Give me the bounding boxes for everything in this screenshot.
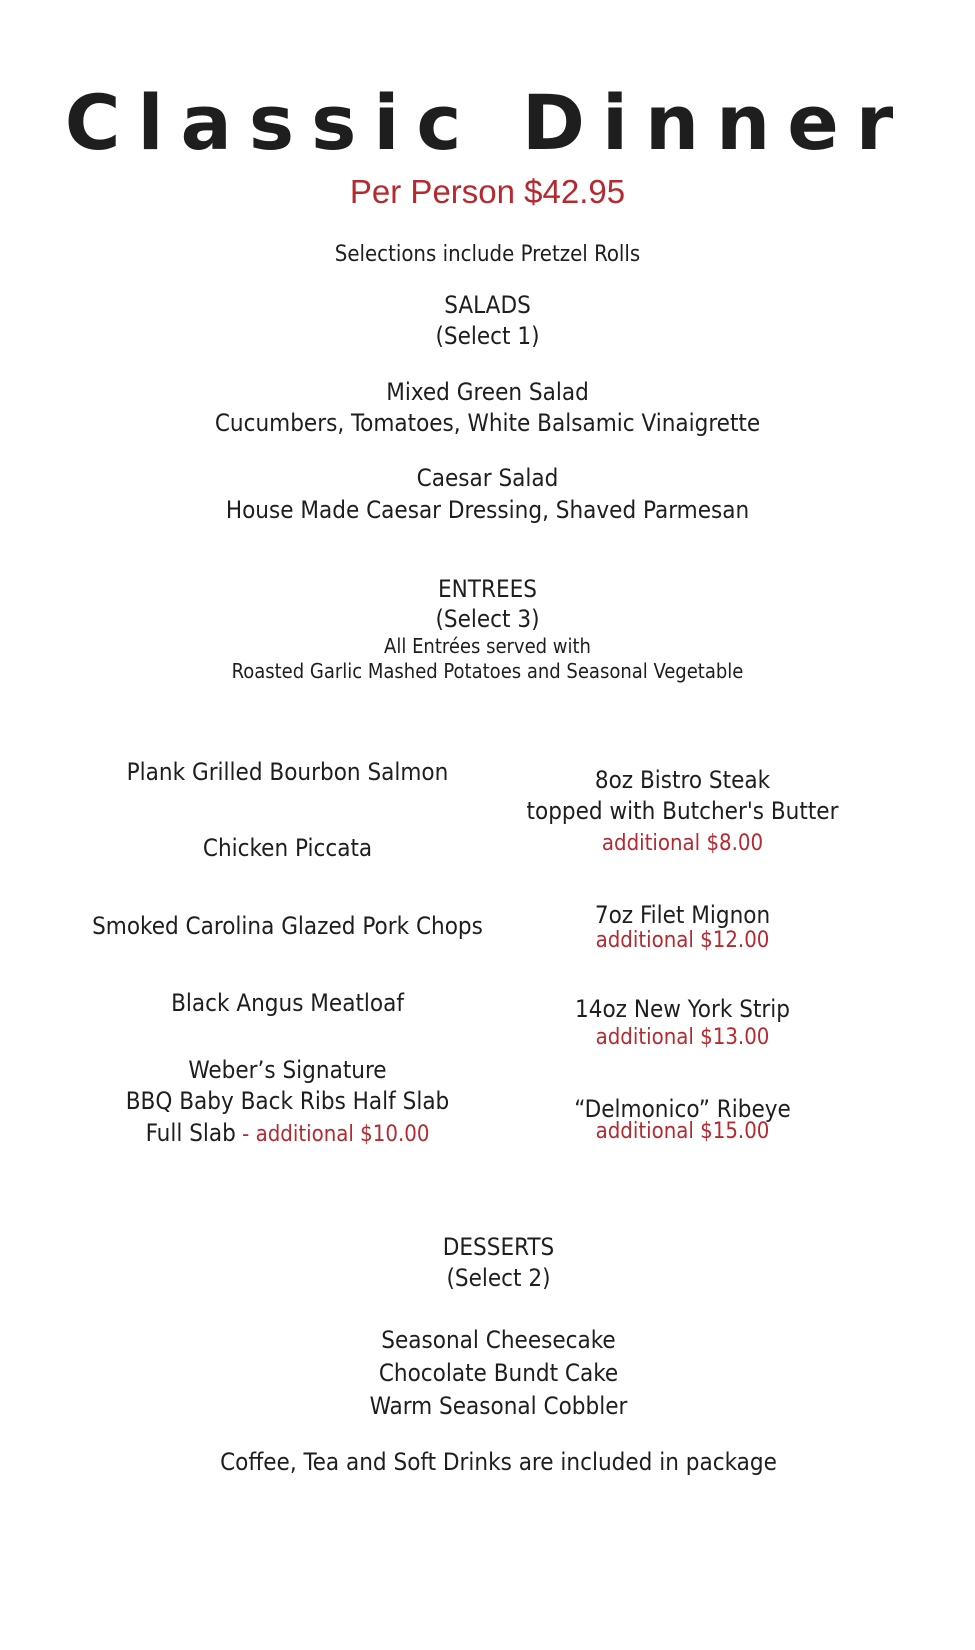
salad-name: Caesar Salad xyxy=(416,464,559,492)
additional-price: additional $15.00 xyxy=(595,1119,770,1144)
entree-item: 7oz Filet Mignon xyxy=(594,901,771,929)
salad-name: Mixed Green Salad xyxy=(386,378,589,406)
separator: - xyxy=(235,1122,256,1147)
entree-item: “Delmonico” Ribeye xyxy=(574,1095,791,1123)
additional-price: additional $10.00 xyxy=(255,1122,430,1147)
includes-note: Selections include Pretzel Rolls xyxy=(334,242,641,267)
entree-item: Plank Grilled Bourbon Salmon xyxy=(126,758,449,786)
ribs-line: Full Slab xyxy=(145,1119,236,1147)
entrees-note: All Entrées served with xyxy=(384,634,591,658)
salad-desc: House Made Caesar Dressing, Shaved Parmesan xyxy=(225,496,750,524)
footer-note: Coffee, Tea and Soft Drinks are included in package xyxy=(220,1448,777,1476)
dessert-item: Chocolate Bundt Cake xyxy=(378,1359,619,1387)
page-title: Classic Dinner xyxy=(64,78,911,167)
ribs-line: Weber’s Signature xyxy=(188,1056,387,1084)
desserts-select: (Select 2) xyxy=(446,1264,551,1292)
dessert-item: Seasonal Cheesecake xyxy=(381,1326,616,1354)
entree-item: Black Angus Meatloaf xyxy=(171,989,404,1017)
entrees-note: Roasted Garlic Mashed Potatoes and Seasonal Vegetable xyxy=(231,659,744,683)
entree-item: Smoked Carolina Glazed Pork Chops xyxy=(92,912,483,940)
additional-price: additional $8.00 xyxy=(601,831,764,856)
entrees-select: (Select 3) xyxy=(435,605,540,633)
ribs-full-slab xyxy=(60,1117,515,1151)
additional-price: additional $13.00 xyxy=(595,1025,770,1050)
ribs-line: BBQ Baby Back Ribs Half Slab xyxy=(125,1087,450,1115)
entree-item: 8oz Bistro Steak xyxy=(594,766,771,794)
desserts-heading: DESSERTS xyxy=(442,1233,555,1261)
additional-price: additional $12.00 xyxy=(595,928,770,953)
salads-heading: SALADS xyxy=(444,291,531,319)
entree-desc: topped with Butcher's Butter xyxy=(526,797,839,825)
entree-item: Chicken Piccata xyxy=(202,834,373,862)
entree-item: 14oz New York Strip xyxy=(574,995,790,1023)
dessert-item: Warm Seasonal Cobbler xyxy=(369,1392,628,1420)
salad-desc: Cucumbers, Tomatoes, White Balsamic Vinaigrette xyxy=(214,409,761,437)
price-per-person: Per Person $42.95 xyxy=(349,173,626,210)
entrees-heading: ENTREES xyxy=(438,575,537,603)
salads-select: (Select 1) xyxy=(435,322,540,350)
